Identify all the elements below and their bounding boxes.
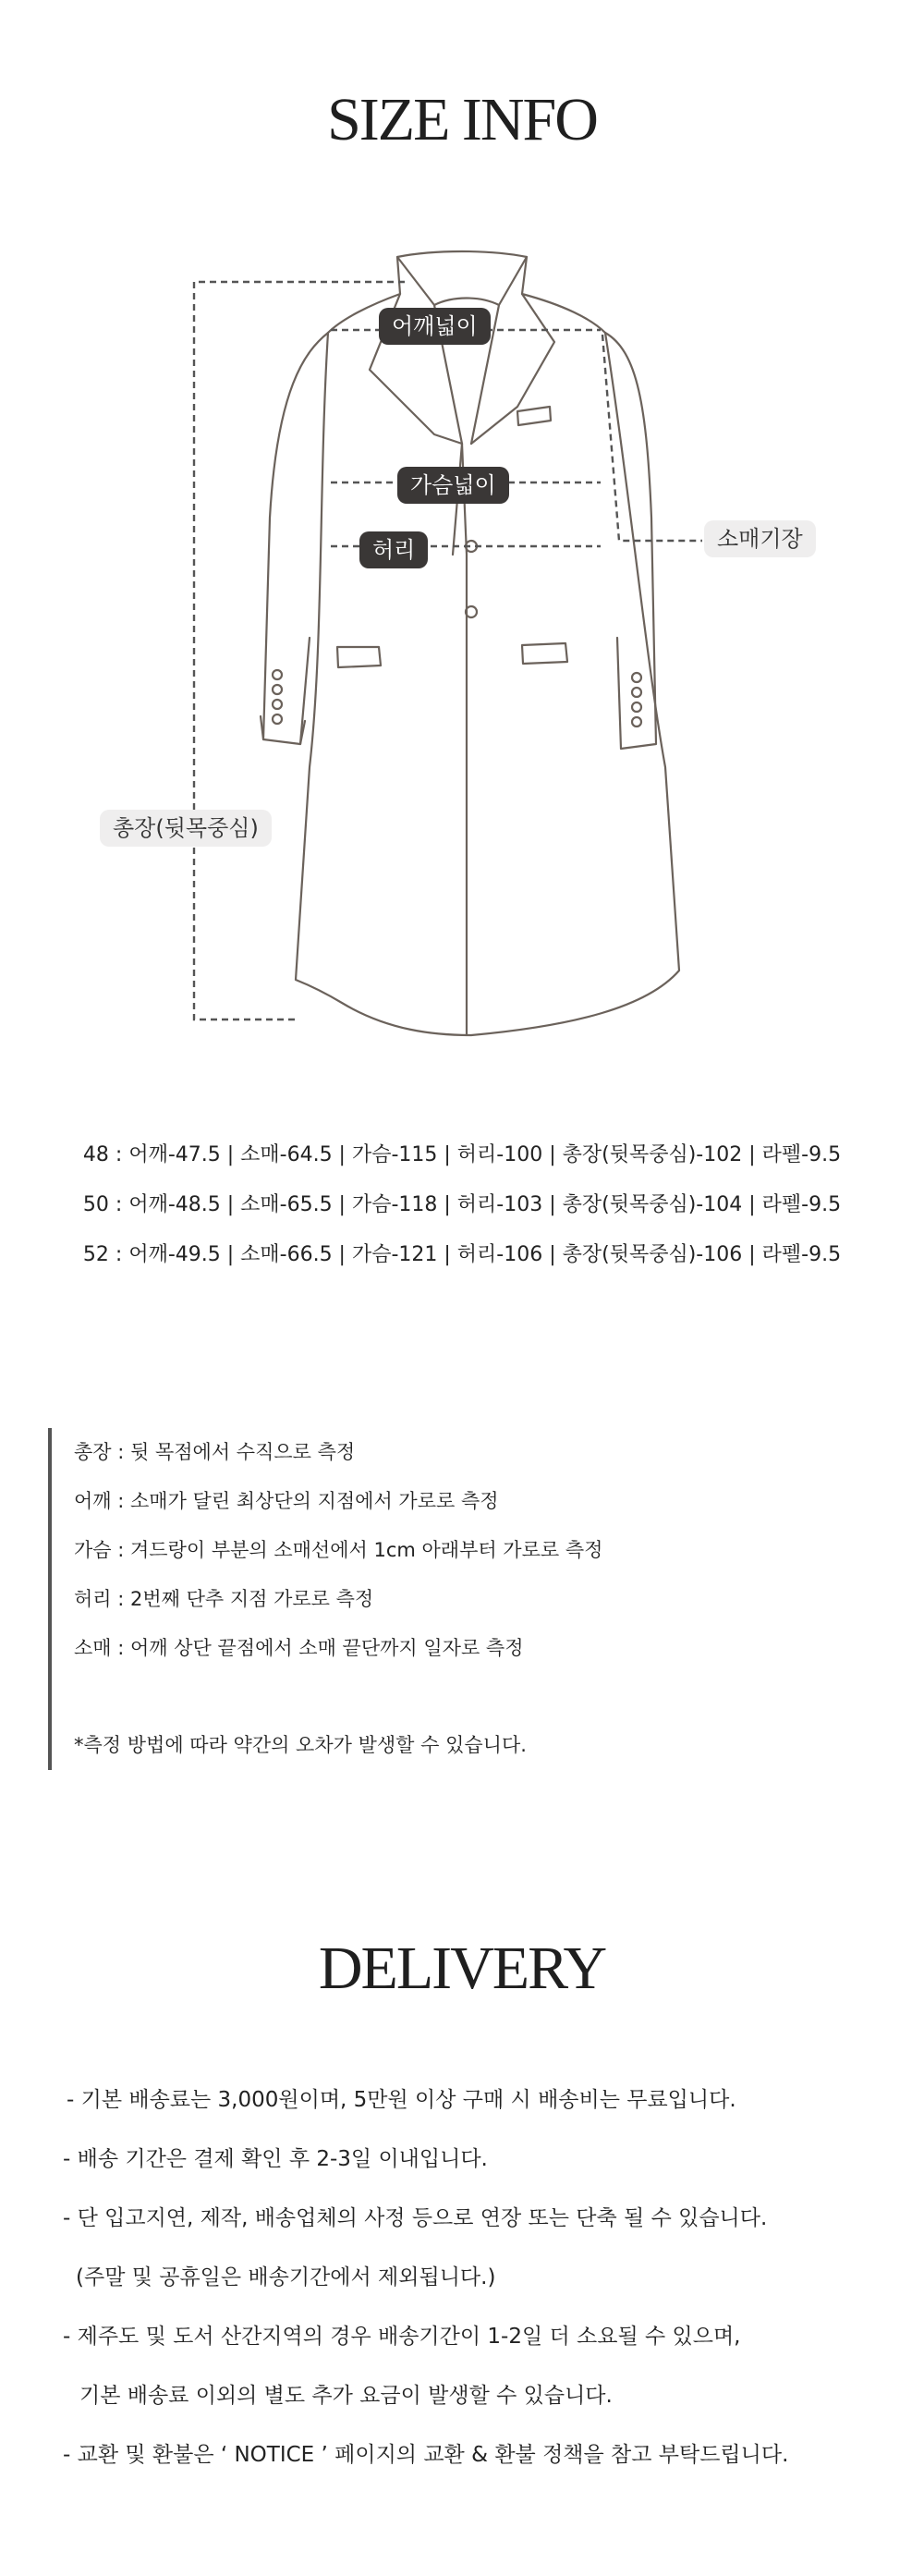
breast-pocket [517,407,551,425]
right-pocket [522,643,567,664]
chest-label: 가슴넓이 [397,467,509,504]
left-sleeve [263,333,328,744]
sleeve-label: 소매기장 [704,520,816,557]
measurement-notes [48,1428,869,1770]
size-row-52: 52 : 어깨-49.5 | 소매-66.5 | 가슴-121 | 허리-106 | 총장(뒷목중심)-106 | 라펠-9.5 [82,1243,842,1266]
delivery-line-7: - 교환 및 환불은 ‘ NOTICE ’ 페이지의 교환 & 환불 정책을 참고 부탁드립니다. [63,2443,789,2467]
delivery-title: DELIVERY [318,1935,606,2002]
coat-diagram [0,240,924,1072]
waist-label: 허리 [359,531,428,568]
sleeve-measure-line [602,335,702,541]
note-length: 총장 : 뒷 목점에서 수직으로 측정 [74,1441,356,1463]
delivery-line-3: - 단 입고지연, 제작, 배송업체의 사정 등으로 연장 또는 단축 될 수 있습니다. [63,2206,768,2230]
note-disclaimer: *측정 방법에 따라 약간의 오차가 발생할 수 있습니다. [74,1734,527,1756]
size-info-title: SIZE INFO [327,86,597,153]
size-row-50: 50 : 어깨-48.5 | 소매-65.5 | 가슴-118 | 허리-103 | 총장(뒷목중심)-104 | 라펠-9.5 [82,1193,842,1216]
coat-outline [296,251,679,1035]
shoulder-label: 어깨넓이 [379,308,491,345]
note-waist: 허리 : 2번째 단추 지점 가로로 측정 [74,1588,374,1610]
delivery-line-5: - 제주도 및 도서 산간지역의 경우 배송기간이 1-2일 더 소요될 수 있으며, [63,2325,741,2349]
note-shoulder: 어깨 : 소매가 달린 최상단의 지점에서 가로로 측정 [74,1490,499,1512]
delivery-line-2: - 배송 기간은 결제 확인 후 2-3일 이내입니다. [63,2147,488,2171]
delivery-line-4: (주말 및 공휴일은 배송기간에서 제외됩니다.) [76,2265,496,2289]
size-row-48: 48 : 어깨-47.5 | 소매-64.5 | 가슴-115 | 허리-100 | 총장(뒷목중심)-102 | 라펠-9.5 [82,1143,842,1166]
length-label: 총장(뒷목중심) [100,810,272,847]
note-chest: 가슴 : 겨드랑이 부분의 소매선에서 1cm 아래부터 가로로 측정 [74,1539,603,1561]
note-sleeve: 소매 : 어깨 상단 끝점에서 소매 끝단까지 일자로 측정 [74,1637,524,1659]
delivery-info [63,2070,894,2484]
delivery-line-6: 기본 배송료 이외의 별도 추가 요금이 발생할 수 있습니다. [79,2384,613,2408]
left-pocket [337,647,381,667]
delivery-line-1: - 기본 배송료는 3,000원이며, 5만원 이상 구매 시 배송비는 무료입니다. [67,2088,736,2112]
